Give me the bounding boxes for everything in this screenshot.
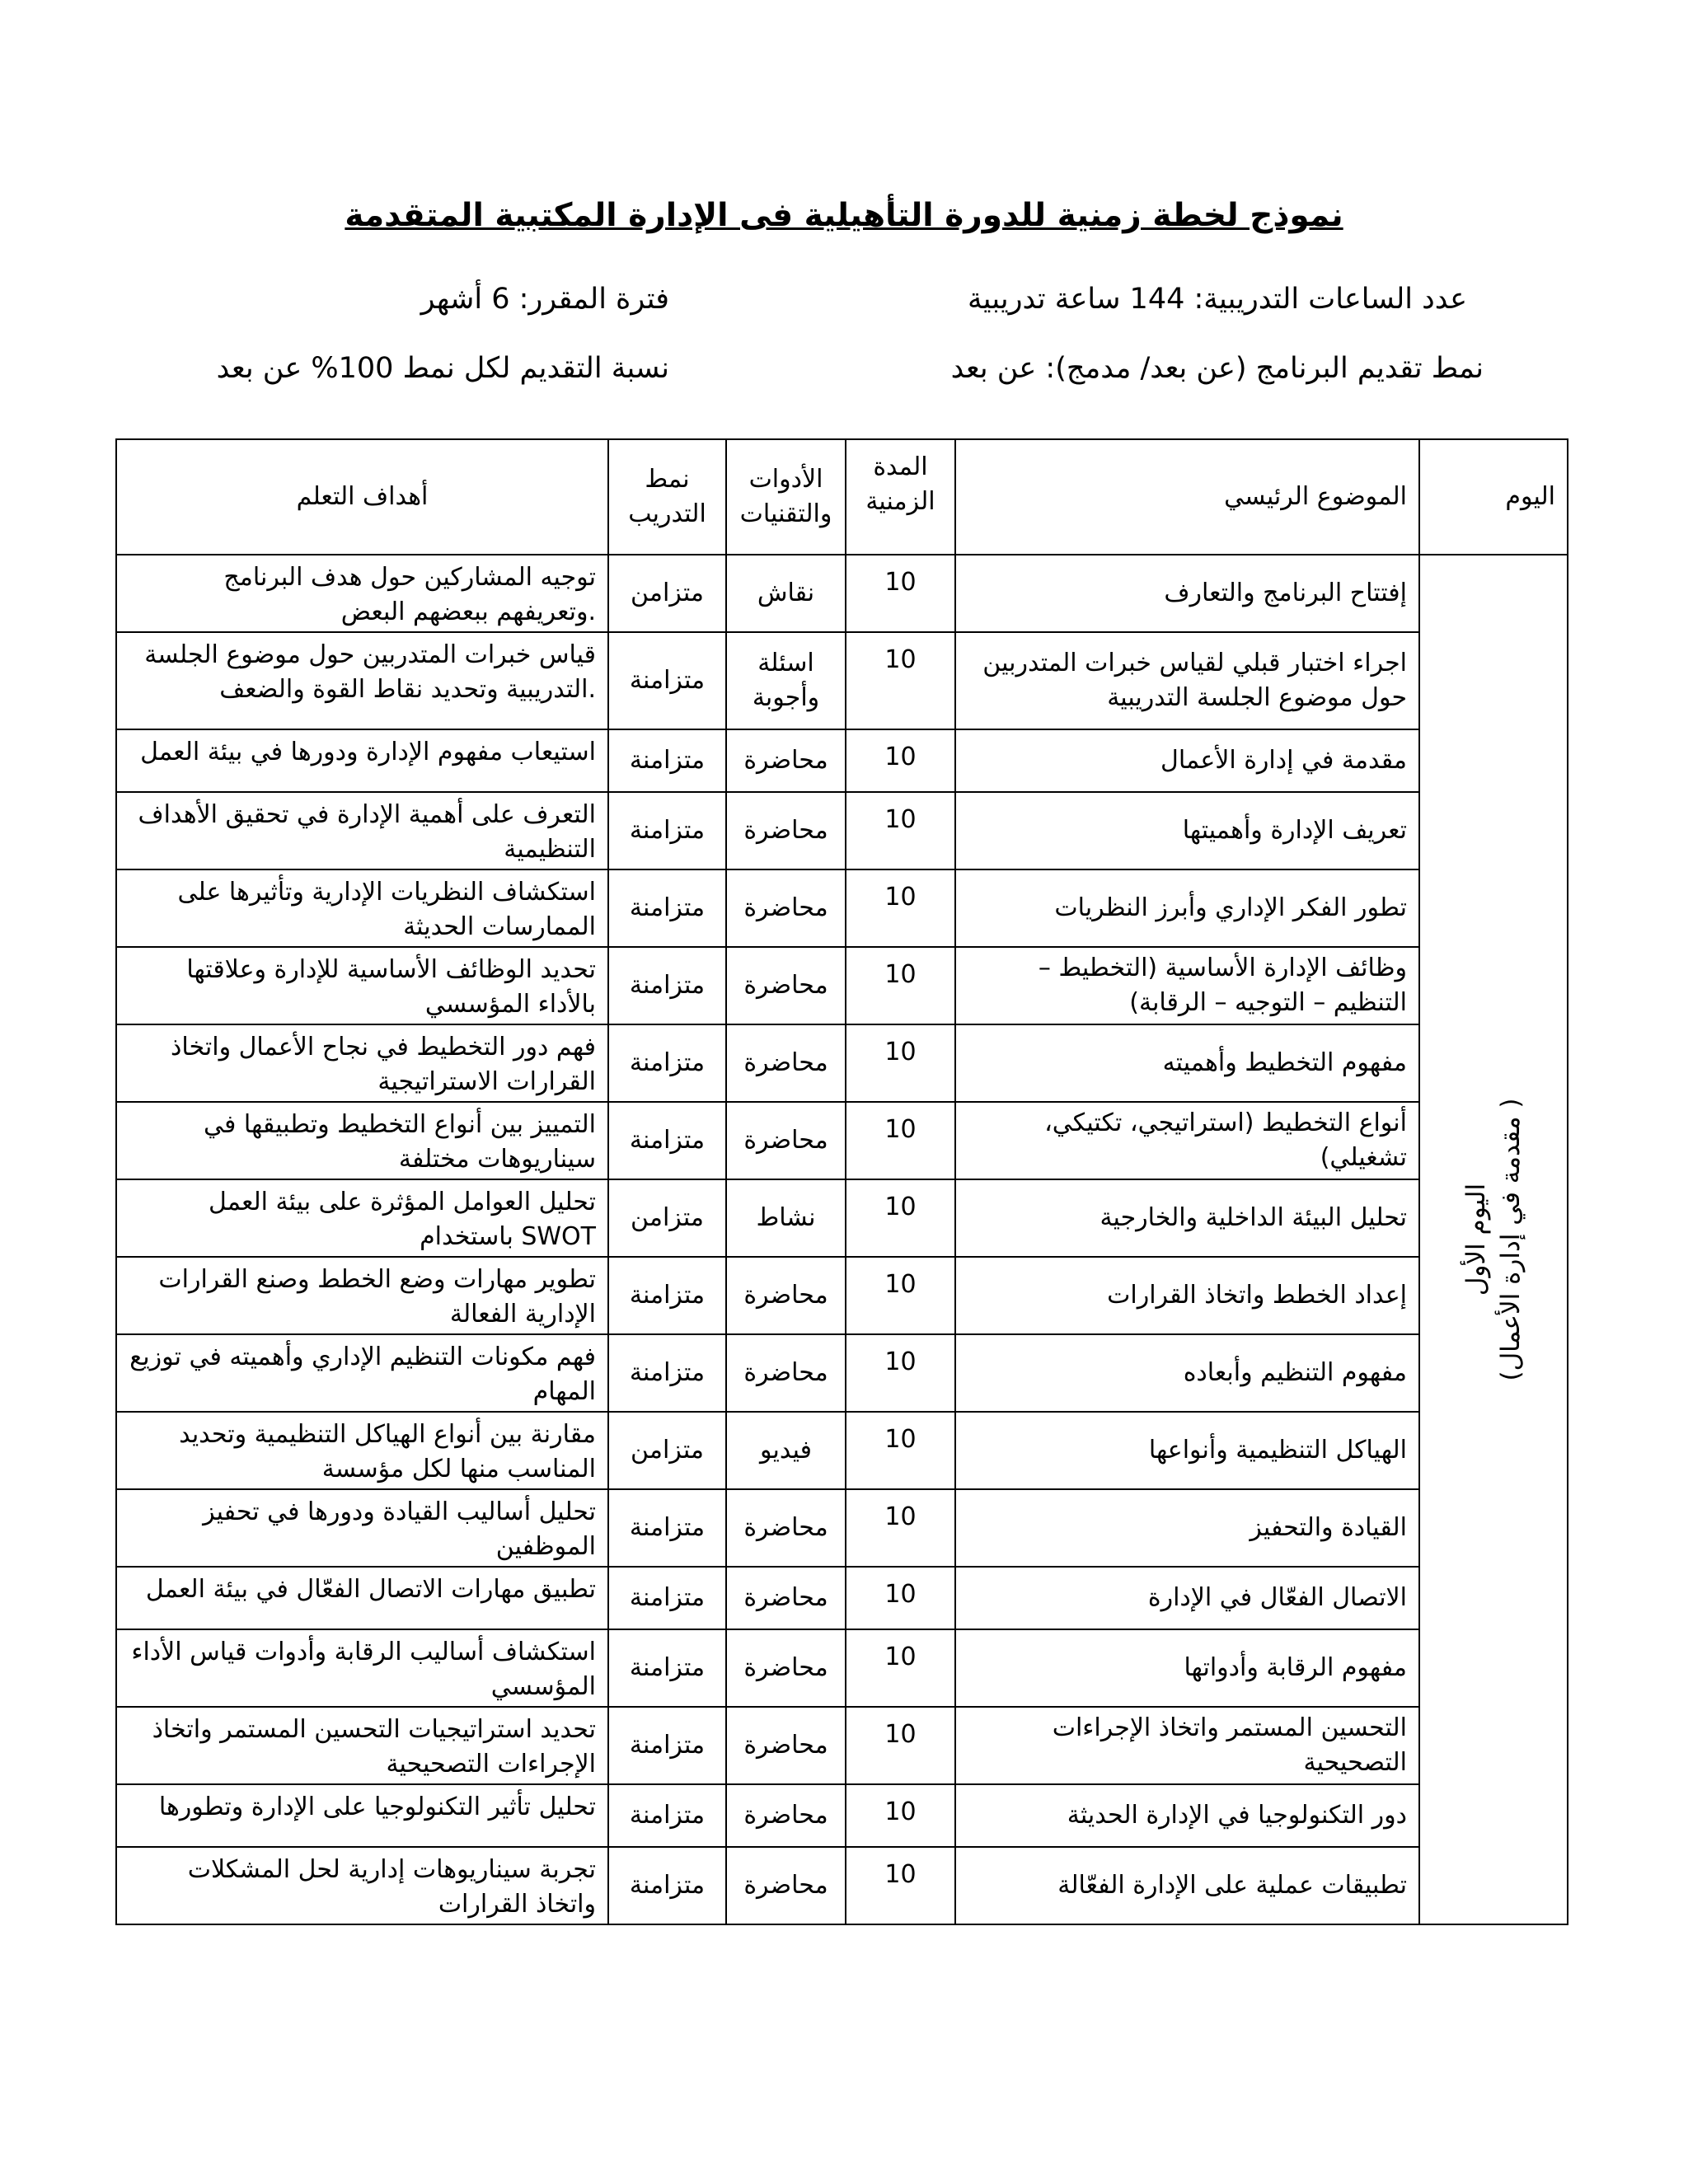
header-goals: أهداف التعلم [116,439,608,555]
duration-cell: 10 [846,1257,955,1334]
duration-cell: 10 [846,1629,955,1707]
goal-cell: استكشاف النظريات الإدارية وتأثيرها على الممارسات الحديثة [116,869,608,947]
table-row [116,869,1568,947]
tool-cell: محاضرة [726,792,846,869]
goal-cell: التعرف على أهمية الإدارة في تحقيق الأهداف التنظيمية [116,792,608,869]
topic-cell: إفتتاح البرنامج والتعارف [955,555,1419,632]
goal-cell: فهم مكونات التنظيم الإداري وأهميته في توزيع المهام [116,1334,608,1412]
day-label [1459,1099,1528,1381]
table-row [116,1847,1568,1924]
duration-cell: 10 [846,1024,955,1102]
topic-cell: تعريف الإدارة وأهميتها [955,792,1419,869]
duration-cell: 10 [846,632,955,729]
duration-cell: 10 [846,1847,955,1924]
course-period: فترة المقرر: 6 أشهر [420,283,669,316]
delivery-mode: نمط تقديم البرنامج (عن بعد/ مدمج): عن بعد [950,352,1484,385]
table-row [116,632,1568,729]
topic-cell: وظائف الإدارة الأساسية (التخطيط – التنظيم – التوجيه – الرقابة) [955,947,1419,1024]
header-tools: الأدوات والتقنيات [726,439,846,555]
mode-cell: متزامن [608,1179,726,1257]
topic-cell: مفهوم التخطيط وأهميته [955,1024,1419,1102]
duration-cell: 10 [846,1567,955,1629]
mode-cell: متزامنة [608,1257,726,1334]
topic-cell: مفهوم التنظيم وأبعاده [955,1334,1419,1412]
mode-cell: متزامنة [608,1567,726,1629]
duration-cell: 10 [846,792,955,869]
table-row [116,1784,1568,1847]
topic-cell: أنواع التخطيط (استراتيجي، تكتيكي، تشغيلي) [955,1102,1419,1179]
table-row [116,947,1568,1024]
delivery-ratio: نسبة التقديم لكل نمط 100% عن بعد [216,352,669,385]
topic-cell: إعداد الخطط واتخاذ القرارات [955,1257,1419,1334]
day-cell [1419,555,1568,1924]
tool-cell: محاضرة [726,1847,846,1924]
mode-cell: متزامنة [608,1489,726,1567]
mode-cell: متزامنة [608,792,726,869]
duration-cell: 10 [846,1334,955,1412]
duration-cell: 10 [846,869,955,947]
header-mode: نمط التدريب [608,439,726,555]
tool-cell: محاضرة [726,869,846,947]
mode-cell: متزامنة [608,729,726,792]
tool-cell: محاضرة [726,1707,846,1784]
goal-cell: تحليل تأثير التكنولوجيا على الإدارة وتطورها [116,1784,608,1847]
tool-cell: محاضرة [726,1567,846,1629]
table-row [116,1707,1568,1784]
table-row [116,1334,1568,1412]
tool-cell: محاضرة [726,1629,846,1707]
tool-cell: نقاش [726,555,846,632]
duration-cell: 10 [846,729,955,792]
tool-cell: فيديو [726,1412,846,1489]
goal-cell: مقارنة بين أنواع الهياكل التنظيمية وتحديد المناسب منها لكل مؤسسة [116,1412,608,1489]
day-label-title: اليوم الأول [1461,1183,1491,1296]
tool-cell: محاضرة [726,1102,846,1179]
tool-cell: محاضرة [726,947,846,1024]
table-row [116,1024,1568,1102]
tool-cell: محاضرة [726,1784,846,1847]
table-row [116,555,1568,632]
goal-cell: تحليل العوامل المؤثرة على بيئة العمل SWOT باستخدام [116,1179,608,1257]
day-label-subtitle: ( مقدمة في إدارة الأعمال) [1496,1098,1526,1381]
topic-cell: الهياكل التنظيمية وأنواعها [955,1412,1419,1489]
table-row [116,1567,1568,1629]
goal-cell: تجربة سيناريوهات إدارية لحل المشكلات واتخاذ القرارات [116,1847,608,1924]
topic-cell: مفهوم الرقابة وأدواتها [955,1629,1419,1707]
table-row [116,1489,1568,1567]
mode-cell: متزامنة [608,1784,726,1847]
topic-cell: تحليل البيئة الداخلية والخارجية [955,1179,1419,1257]
mode-cell: متزامنة [608,632,726,729]
goal-cell: فهم دور التخطيط في نجاح الأعمال واتخاذ القرارات الاستراتيجية [116,1024,608,1102]
topic-cell: تطبيقات عملية على الإدارة الفعّالة [955,1847,1419,1924]
topic-cell: دور التكنولوجيا في الإدارة الحديثة [955,1784,1419,1847]
tool-cell: محاضرة [726,1334,846,1412]
goal-cell: تحليل أساليب القيادة ودورها في تحفيز الموظفين [116,1489,608,1567]
topic-cell: تطور الفكر الإداري وأبرز النظريات [955,869,1419,947]
mode-cell: متزامنة [608,947,726,1024]
goal-cell: تطبيق مهارات الاتصال الفعّال في بيئة العمل [116,1567,608,1629]
mode-cell: متزامنة [608,1102,726,1179]
tool-cell: محاضرة [726,729,846,792]
training-hours: عدد الساعات التدريبية: 144 ساعة تدريبية [968,283,1467,316]
goal-cell: تحديد الوظائف الأساسية للإدارة وعلاقتها بالأداء المؤسسي [116,947,608,1024]
table-row [116,1257,1568,1334]
duration-cell: 10 [846,947,955,1024]
tool-cell: محاضرة [726,1489,846,1567]
goal-cell: تطوير مهارات وضع الخطط وصنع القرارات الإدارية الفعالة [116,1257,608,1334]
duration-cell: 10 [846,1784,955,1847]
document-title: نموذج لخطة زمنية للدورة التأهيلية فى الإدارة المكتبية المتقدمة [345,197,1343,234]
table-row [116,792,1568,869]
table-row [116,1412,1568,1489]
goal-cell: توجيه المشاركين حول هدف البرنامج .وتعريفهم ببعضهم البعض [116,555,608,632]
header-duration: المدة الزمنية [846,439,955,555]
goal-cell: استكشاف أساليب الرقابة وأدوات قياس الأداء المؤسسي [116,1629,608,1707]
topic-cell: مقدمة في إدارة الأعمال [955,729,1419,792]
tool-cell: نشاط [726,1179,846,1257]
duration-cell: 10 [846,1489,955,1567]
mode-cell: متزامنة [608,1024,726,1102]
tool-cell: محاضرة [726,1257,846,1334]
duration-cell: 10 [846,555,955,632]
table-row [116,729,1568,792]
goal-cell: استيعاب مفهوم الإدارة ودورها في بيئة العمل [116,729,608,792]
goal-cell: قياس خبرات المتدربين حول موضوع الجلسة .التدريبية وتحديد نقاط القوة والضعف [116,632,608,729]
duration-cell: 10 [846,1179,955,1257]
mode-cell: متزامنة [608,1847,726,1924]
table-row [116,1179,1568,1257]
mode-cell: متزامن [608,1412,726,1489]
goal-cell: تحديد استراتيجيات التحسين المستمر واتخاذ الإجراءات التصحيحية [116,1707,608,1784]
duration-cell: 10 [846,1707,955,1784]
topic-cell: التحسين المستمر واتخاذ الإجراءات التصحيحية [955,1707,1419,1784]
table-header-row [116,439,1568,555]
topic-cell: اجراء اختبار قبلي لقياس خبرات المتدربين حول موضوع الجلسة التدريبية [955,632,1419,729]
schedule-table [115,438,1568,1925]
goal-cell: التمييز بين أنواع التخطيط وتطبيقها في سيناريوهات مختلفة [116,1102,608,1179]
header-day: اليوم [1419,439,1568,555]
topic-cell: القيادة والتحفيز [955,1489,1419,1567]
topic-cell: الاتصال الفعّال في الإدارة [955,1567,1419,1629]
mode-cell: متزامنة [608,1334,726,1412]
table-row [116,1102,1568,1179]
table-row [116,1629,1568,1707]
tool-cell: اسئلة وأجوبة [726,632,846,729]
mode-cell: متزامنة [608,1707,726,1784]
mode-cell: متزامنة [608,1629,726,1707]
duration-cell: 10 [846,1102,955,1179]
tool-cell: محاضرة [726,1024,846,1102]
header-topic: الموضوع الرئيسي [955,439,1419,555]
duration-cell: 10 [846,1412,955,1489]
mode-cell: متزامن [608,555,726,632]
mode-cell: متزامنة [608,869,726,947]
